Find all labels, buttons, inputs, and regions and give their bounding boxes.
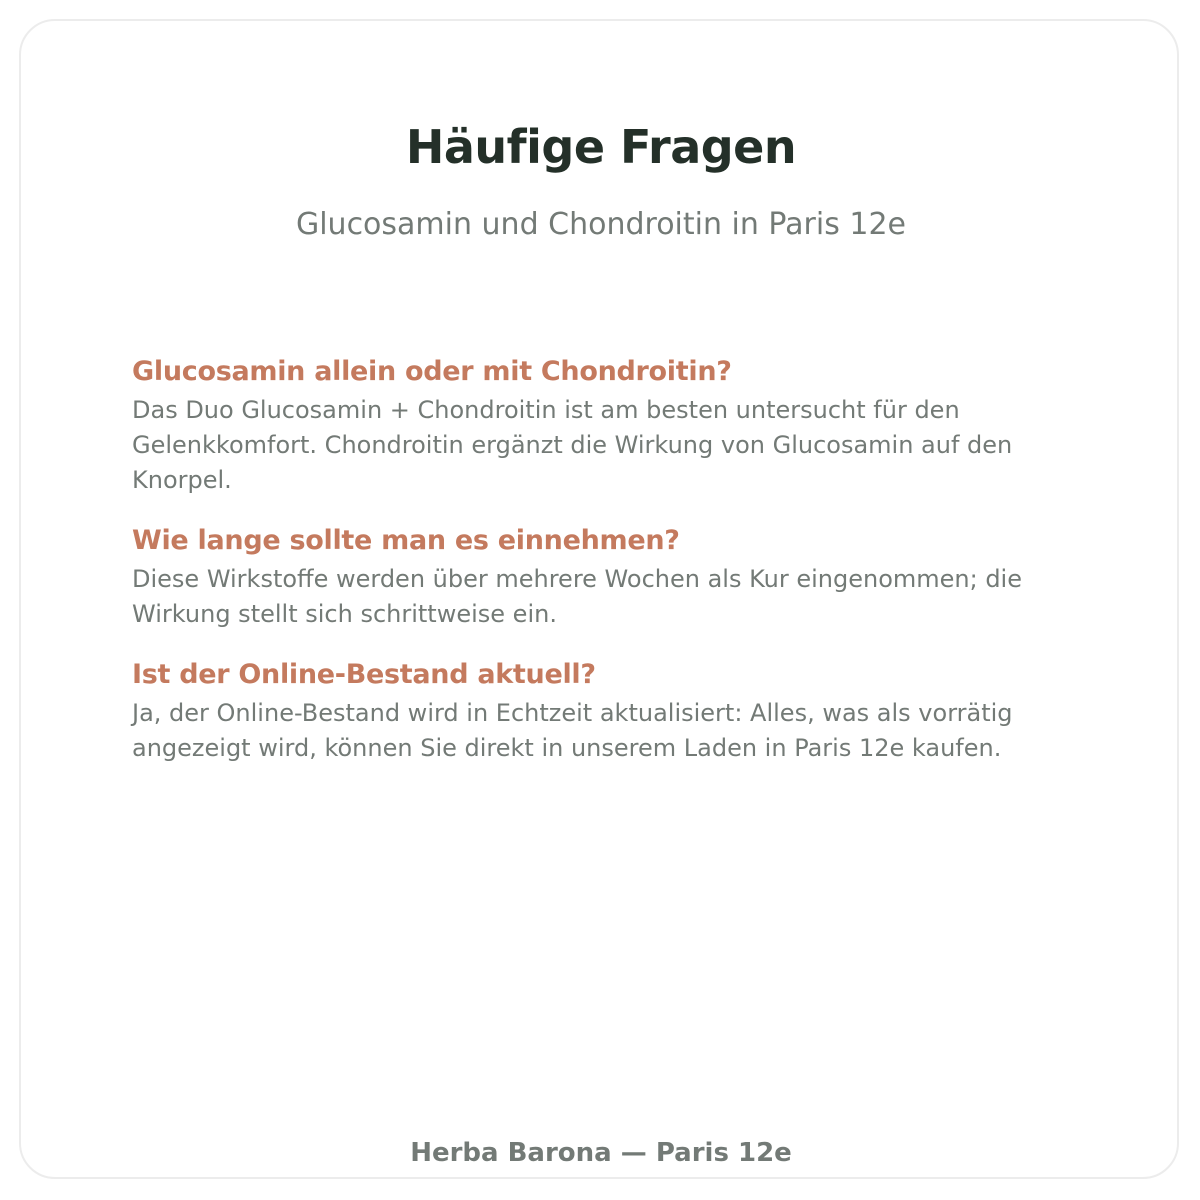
page-subtitle: Glucosamin und Chondroitin in Paris 12e [295,207,907,242]
faq-question: Wie lange sollte man es einnehmen? [132,525,680,556]
faq-question: Ist der Online-Bestand aktuell? [132,659,596,690]
page-title: Häufige Fragen [405,120,797,174]
footer-brand: Herba Barona — Paris 12e [410,1138,792,1168]
faq-list [132,353,1082,790]
faq-item [132,522,1082,632]
faq-answer: Das Duo Glucosamin + Chondroitin ist am besten untersucht für den Gelenkkomfort. Chondroitin ergänzt die Wirkung von Glucosamin auf den Knorpel. [132,396,1013,494]
faq-item [132,353,1082,498]
faq-item [132,656,1082,766]
faq-answer: Ja, der Online-Bestand wird in Echtzeit aktualisiert: Alles, was als vorrätig angezeigt wird, können Sie direkt in unserem Laden in Paris 12e kaufen. [132,699,1013,762]
faq-answer: Diese Wirkstoffe werden über mehrere Wochen als Kur eingenommen; die Wirkung stellt sich schrittweise ein. [132,565,1022,628]
faq-question: Glucosamin allein oder mit Chondroitin? [132,356,732,387]
faq-card [19,19,1179,1179]
